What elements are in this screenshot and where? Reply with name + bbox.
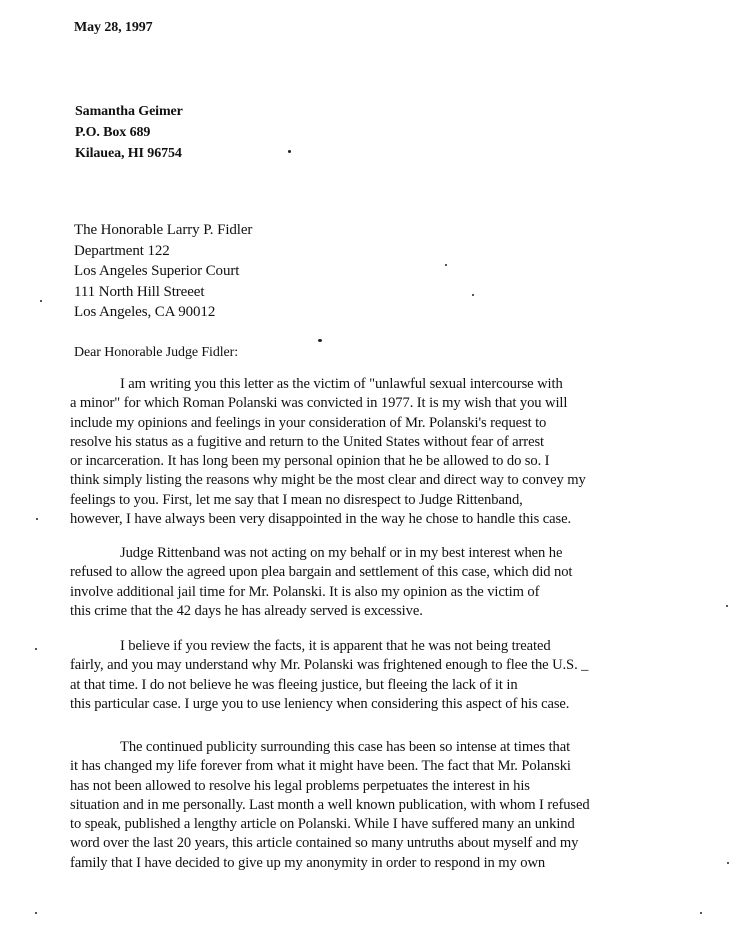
- recipient-city: Los Angeles, CA 90012: [74, 304, 216, 320]
- salutation: Dear Honorable Judge Fidler:: [74, 345, 238, 360]
- paragraph-line: feelings to you. First, let me say that I mean no disrespect to Judge Rittenband,: [70, 491, 523, 508]
- scan-speck: [35, 912, 37, 914]
- paragraph-1: [70, 375, 720, 529]
- recipient-department: Department 122: [74, 242, 170, 259]
- recipient-court: Los Angeles Superior Court: [74, 263, 240, 279]
- paragraph-line: has not been allowed to resolve his legal problems perpetuates the interest in his: [70, 777, 530, 794]
- paragraph-line: situation and in me personally. Last month a well known publication, with whom I refused: [70, 796, 590, 813]
- sender-name: Samantha Geimer: [75, 104, 183, 119]
- recipient-address: [74, 220, 252, 323]
- paragraph-line: Judge Rittenband was not acting on my behalf or in my best interest when he: [120, 545, 563, 561]
- scan-speck: [40, 300, 42, 302]
- paragraph-line: The continued publicity surrounding this case has been so intense at times that: [120, 739, 571, 755]
- paragraph-line: a minor" for which Roman Polanski was convicted in 1977. It is my wish that you will: [70, 395, 568, 412]
- scan-speck: [35, 648, 37, 650]
- paragraph-line: word over the last 20 years, this article contained so many untruths about myself and my: [70, 835, 579, 852]
- paragraph-line: family that I have decided to give up my anonymity in order to respond in my own: [70, 854, 546, 871]
- scan-speck: [700, 912, 702, 914]
- paragraph-line: to speak, published a lengthy article on Polanski. While I have suffered many an unkind: [70, 816, 575, 833]
- sender-city: Kilauea, HI 96754: [75, 146, 182, 161]
- paragraph-line: this crime that the 42 days he has already served is excessive.: [70, 602, 423, 619]
- paragraph-line: at that time. I do not believe he was fleeing justice, but fleeing the lack of it in: [70, 676, 518, 693]
- paragraph-line: refused to allow the agreed upon plea bargain and settlement of this case, which did not: [70, 564, 573, 581]
- scan-speck: [726, 605, 728, 607]
- recipient-street: 111 North Hill Streeet: [74, 283, 205, 300]
- paragraph-line: I am writing you this letter as the victim of "unlawful sexual intercourse with: [120, 376, 563, 392]
- scan-speck: [727, 862, 729, 864]
- scan-speck: [472, 294, 474, 296]
- paragraph-line: think simply listing the reasons why might be the most clear and direct way to convey my: [70, 472, 586, 489]
- paragraph-line: this particular case. I urge you to use leniency when considering this aspect of his case.: [70, 695, 570, 712]
- scan-speck: [445, 264, 447, 266]
- recipient-name: The Honorable Larry P. Fidler: [74, 222, 253, 238]
- paragraph-line: I believe if you review the facts, it is apparent that he was not being treated: [120, 638, 551, 654]
- paragraph-4: [70, 738, 720, 873]
- scan-speck: [36, 518, 38, 520]
- letter-date: May 28, 1997: [74, 20, 153, 35]
- sender-po-box: P.O. Box 689: [75, 125, 151, 140]
- paragraph-line: it has changed my life forever from what it might have been. The fact that Mr. Polanski: [70, 758, 571, 775]
- paragraph-line: include my opinions and feelings in your consideration of Mr. Polanski's request to: [70, 414, 547, 431]
- paragraph-line: involve additional jail time for Mr. Polanski. It is also my opinion as the victim of: [70, 583, 540, 600]
- sender-address: [75, 101, 183, 164]
- scan-speck: [288, 150, 291, 153]
- paragraph-line: fairly, and you may understand why Mr. Polanski was frightened enough to flee the U.S. _: [70, 657, 589, 674]
- paragraph-2: [70, 544, 720, 621]
- paragraph-line: or incarceration. It has long been my personal opinion that he be allowed to do so. I: [70, 453, 550, 470]
- paragraph-line: resolve his status as a fugitive and return to the United States without fear of arrest: [70, 433, 544, 450]
- paragraph-3: [70, 637, 720, 714]
- scan-speck: [318, 339, 322, 342]
- paragraph-line: however, I have always been very disappointed in the way he chose to handle this case.: [70, 511, 572, 528]
